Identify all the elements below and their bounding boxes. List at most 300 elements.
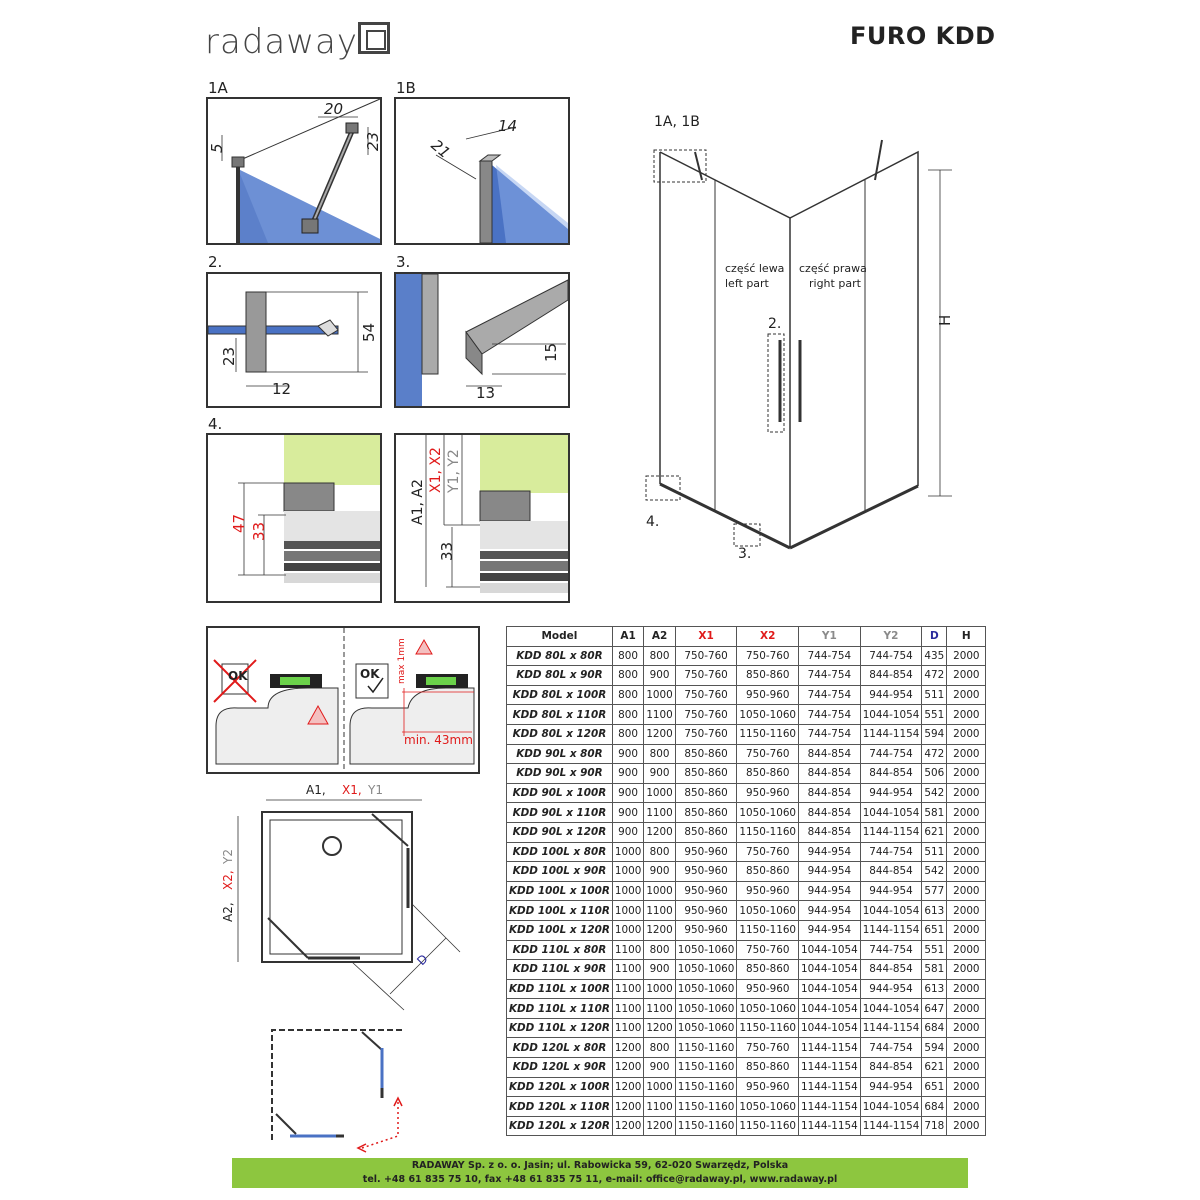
page-title: FURO KDD [850, 22, 996, 50]
table-cell: 1150-1160 [737, 1018, 799, 1038]
table-cell: 1044-1054 [799, 960, 861, 980]
footer-contact: tel. +48 61 835 75 10, fax +48 61 835 75 11, e-mail: office@radaway.pl, www.radaway.pl [362, 1174, 838, 1185]
table-cell: 750-760 [675, 724, 737, 744]
table-cell: 750-760 [737, 646, 799, 666]
min-43mm-label: min. 43mm [404, 733, 473, 747]
dim-3-13: 13 [476, 384, 496, 402]
table-cell: 744-754 [799, 724, 861, 744]
table-row [507, 803, 986, 823]
table-cell: 577 [922, 881, 947, 901]
table-cell: 2000 [947, 901, 986, 921]
table-cell: 2000 [947, 1018, 986, 1038]
table-cell: 1150-1160 [737, 1116, 799, 1136]
table-cell: 1150-1160 [675, 1097, 737, 1117]
table-cell: 1044-1054 [799, 940, 861, 960]
table-cell: 844-854 [860, 960, 922, 980]
table-cell: 1050-1060 [675, 940, 737, 960]
callout-3: 3. [738, 546, 752, 562]
table-cell: 750-760 [675, 685, 737, 705]
table-cell: 850-860 [737, 960, 799, 980]
table-cell: 613 [922, 901, 947, 921]
dim-2-12: 12 [272, 380, 292, 398]
detail-1b-panel [394, 97, 570, 245]
table-cell: 2000 [947, 940, 986, 960]
header-y2: Y2 [860, 627, 922, 647]
table-cell: 613 [922, 979, 947, 999]
table-cell: 1200 [644, 920, 675, 940]
table-cell: 800 [644, 1038, 675, 1058]
table-cell: 1044-1054 [860, 1097, 922, 1117]
table-cell: 944-954 [799, 920, 861, 940]
table-cell: 850-860 [737, 764, 799, 784]
callout-1a-1b: 1A, 1B [654, 114, 700, 130]
dim-1a-5: 5 [208, 143, 226, 153]
table-cell: 750-760 [675, 646, 737, 666]
table-row [507, 862, 986, 882]
company-footer [232, 1158, 968, 1188]
table-cell: 944-954 [860, 783, 922, 803]
table-cell: 1044-1054 [860, 705, 922, 725]
table-cell: 844-854 [860, 666, 922, 686]
table-cell: 744-754 [860, 940, 922, 960]
table-cell-model: KDD 120L x 80R [507, 1038, 613, 1058]
table-cell: 944-954 [860, 1077, 922, 1097]
brand-logo-text: radaway [205, 22, 358, 62]
table-cell: 744-754 [860, 1038, 922, 1058]
detail-1b-drawing [396, 99, 568, 243]
table-cell: 900 [644, 862, 675, 882]
table-cell: 581 [922, 960, 947, 980]
header-y1: Y1 [799, 627, 861, 647]
detail-4b-drawing [396, 435, 568, 601]
table-cell: 844-854 [860, 1058, 922, 1078]
dim-2-54: 54 [360, 322, 378, 342]
table-cell: 1144-1154 [799, 1077, 861, 1097]
table-cell: 850-860 [675, 822, 737, 842]
table-cell: 950-960 [675, 901, 737, 921]
table-cell: 900 [612, 764, 643, 784]
table-cell-model: KDD 90L x 120R [507, 822, 613, 842]
table-cell: 1000 [644, 979, 675, 999]
table-cell: 1200 [612, 1077, 643, 1097]
table-cell: 1000 [612, 842, 643, 862]
footer-address: RADAWAY Sp. z o. o. Jasin; ul. Rabowicka 59, 62-020 Swarzędz, Polska [411, 1160, 789, 1171]
table-cell: 2000 [947, 705, 986, 725]
table-cell: 1044-1054 [860, 803, 922, 823]
table-cell: 1000 [612, 920, 643, 940]
header-a2: A2 [644, 627, 675, 647]
height-label: H [936, 314, 954, 326]
table-cell: 900 [612, 783, 643, 803]
table-cell-model: KDD 110L x 100R [507, 979, 613, 999]
table-cell: 2000 [947, 979, 986, 999]
header-model: Model [507, 627, 613, 647]
table-cell: 744-754 [860, 744, 922, 764]
table-cell: 850-860 [675, 803, 737, 823]
table-cell: 1000 [644, 783, 675, 803]
table-cell: 1150-1160 [675, 1116, 737, 1136]
table-cell: 950-960 [737, 881, 799, 901]
leveling-drawing [208, 628, 478, 772]
table-cell: 621 [922, 1058, 947, 1078]
table-cell: 844-854 [860, 764, 922, 784]
dim-4b-a: A1, A2 [410, 479, 426, 525]
detail-1a-panel [206, 97, 382, 245]
table-cell: 542 [922, 783, 947, 803]
table-cell: 950-960 [737, 685, 799, 705]
table-cell: 1100 [644, 999, 675, 1019]
table-cell: 647 [922, 999, 947, 1019]
table-cell: 944-954 [799, 862, 861, 882]
table-cell: 850-860 [737, 1058, 799, 1078]
plan-top-x1: X1, [342, 783, 362, 797]
table-cell: 594 [922, 724, 947, 744]
table-row [507, 705, 986, 725]
ok-label-right: OK [360, 667, 380, 681]
table-cell: 1144-1154 [799, 1097, 861, 1117]
table-row [507, 666, 986, 686]
table-cell: 900 [612, 822, 643, 842]
left-part-en: left part [725, 277, 769, 290]
table-cell: 744-754 [799, 646, 861, 666]
table-cell: 800 [644, 842, 675, 862]
table-cell: 750-760 [675, 705, 737, 725]
table-cell: 950-960 [675, 842, 737, 862]
table-cell-model: KDD 100L x 120R [507, 920, 613, 940]
table-cell: 2000 [947, 920, 986, 940]
table-cell: 551 [922, 940, 947, 960]
dim-4-47: 47 [230, 513, 248, 533]
table-cell: 844-854 [799, 803, 861, 823]
table-cell: 800 [612, 646, 643, 666]
table-row [507, 724, 986, 744]
table-cell: 1100 [644, 1097, 675, 1117]
table-cell: 900 [644, 666, 675, 686]
table-cell: 1200 [644, 822, 675, 842]
table-cell: 1144-1154 [860, 920, 922, 940]
table-cell: 844-854 [799, 744, 861, 764]
table-cell: 950-960 [675, 862, 737, 882]
table-cell: 1044-1054 [860, 901, 922, 921]
table-cell: 900 [644, 764, 675, 784]
table-cell: 684 [922, 1018, 947, 1038]
table-cell: 684 [922, 1097, 947, 1117]
table-row [507, 1097, 986, 1117]
table-cell: 594 [922, 1038, 947, 1058]
table-row [507, 1018, 986, 1038]
table-row [507, 1058, 986, 1078]
table-cell: 900 [612, 744, 643, 764]
table-cell: 1144-1154 [860, 1116, 922, 1136]
table-cell: 1200 [612, 1038, 643, 1058]
table-cell: 2000 [947, 646, 986, 666]
table-cell-model: KDD 110L x 90R [507, 960, 613, 980]
table-cell: 944-954 [799, 901, 861, 921]
table-cell: 850-860 [675, 744, 737, 764]
dimensions-table [506, 626, 986, 1136]
detail-4-label: 4. [208, 415, 223, 433]
table-cell: 1050-1060 [737, 999, 799, 1019]
table-body [507, 646, 986, 1136]
table-cell: 844-854 [799, 783, 861, 803]
table-cell: 2000 [947, 822, 986, 842]
ok-label-left: OK [228, 669, 248, 683]
table-cell-model: KDD 110L x 80R [507, 940, 613, 960]
table-cell: 900 [644, 960, 675, 980]
table-cell: 1000 [612, 881, 643, 901]
table-cell: 1050-1060 [737, 705, 799, 725]
detail-1b-label: 1B [396, 79, 416, 97]
table-cell: 2000 [947, 960, 986, 980]
table-cell: 950-960 [737, 979, 799, 999]
header-a1: A1 [612, 627, 643, 647]
table-cell-model: KDD 110L x 110R [507, 999, 613, 1019]
header-x2: X2 [737, 627, 799, 647]
plan-side-a2: A2, [221, 902, 235, 922]
table-cell: 1200 [612, 1116, 643, 1136]
plan-side-x2: X2, [221, 870, 235, 890]
table-row [507, 999, 986, 1019]
table-row [507, 901, 986, 921]
plan-diagonal-d: D [414, 951, 431, 969]
table-cell: 800 [612, 685, 643, 705]
table-cell: 621 [922, 822, 947, 842]
table-cell: 651 [922, 920, 947, 940]
table-cell: 472 [922, 744, 947, 764]
table-cell: 1200 [612, 1097, 643, 1117]
table-cell: 850-860 [675, 764, 737, 784]
detail-1a-label: 1A [208, 79, 228, 97]
dim-4b-y: Y1, Y2 [446, 449, 462, 493]
table-row [507, 1116, 986, 1136]
table-cell: 1150-1160 [675, 1058, 737, 1078]
table-row [507, 685, 986, 705]
table-cell: 1144-1154 [799, 1038, 861, 1058]
table-cell: 1000 [644, 881, 675, 901]
table-cell: 551 [922, 705, 947, 725]
right-part-en: right part [809, 277, 861, 290]
table-cell: 1150-1160 [675, 1038, 737, 1058]
detail-3-drawing [396, 274, 568, 406]
table-cell: 718 [922, 1116, 947, 1136]
table-cell: 2000 [947, 764, 986, 784]
table-cell: 1100 [612, 979, 643, 999]
table-cell: 800 [644, 940, 675, 960]
table-cell: 2000 [947, 685, 986, 705]
table-cell: 944-954 [799, 842, 861, 862]
table-cell: 744-754 [860, 842, 922, 862]
plan-view-drawing [222, 782, 470, 1014]
table-cell: 2000 [947, 999, 986, 1019]
table-row [507, 1077, 986, 1097]
table-cell: 1044-1054 [799, 999, 861, 1019]
plan-view [222, 782, 470, 1014]
table-cell-model: KDD 90L x 90R [507, 764, 613, 784]
table-cell: 2000 [947, 1116, 986, 1136]
table-cell: 950-960 [675, 920, 737, 940]
detail-3-panel [394, 272, 570, 408]
table-cell: 2000 [947, 1077, 986, 1097]
detail-1a-drawing [208, 99, 380, 243]
table-cell: 2000 [947, 803, 986, 823]
table-cell: 800 [612, 724, 643, 744]
table-cell-model: KDD 80L x 110R [507, 705, 613, 725]
table-cell: 844-854 [799, 822, 861, 842]
table-row [507, 960, 986, 980]
table-cell: 1000 [612, 901, 643, 921]
table-cell-model: KDD 90L x 80R [507, 744, 613, 764]
table-cell: 2000 [947, 862, 986, 882]
table-cell: 800 [644, 646, 675, 666]
table-cell: 1144-1154 [860, 822, 922, 842]
table-cell: 2000 [947, 783, 986, 803]
brand-logo-icon [358, 22, 390, 54]
table-cell: 944-954 [860, 685, 922, 705]
header-x1: X1 [675, 627, 737, 647]
table-cell: 800 [644, 744, 675, 764]
table-row [507, 940, 986, 960]
table-cell-model: KDD 120L x 100R [507, 1077, 613, 1097]
table-cell: 1044-1054 [799, 1018, 861, 1038]
table-cell: 750-760 [737, 1038, 799, 1058]
table-cell: 1144-1154 [860, 1018, 922, 1038]
table-cell-model: KDD 80L x 120R [507, 724, 613, 744]
table-cell: 1150-1160 [737, 920, 799, 940]
table-cell-model: KDD 120L x 120R [507, 1116, 613, 1136]
table-row [507, 764, 986, 784]
table-row [507, 783, 986, 803]
table-cell: 944-954 [860, 979, 922, 999]
table-cell: 1150-1160 [675, 1077, 737, 1097]
table-cell: 2000 [947, 724, 986, 744]
table-cell: 1200 [644, 1018, 675, 1038]
table-cell: 511 [922, 685, 947, 705]
table-cell-model: KDD 100L x 110R [507, 901, 613, 921]
table-cell: 1100 [612, 940, 643, 960]
table-cell: 542 [922, 862, 947, 882]
table-cell: 1000 [644, 685, 675, 705]
table-cell-model: KDD 120L x 90R [507, 1058, 613, 1078]
dim-1a-23: 23 [364, 131, 382, 151]
table-cell: 1000 [644, 1077, 675, 1097]
table-cell: 950-960 [737, 783, 799, 803]
dim-4-33: 33 [250, 521, 268, 541]
table-cell-model: KDD 80L x 90R [507, 666, 613, 686]
detail-2-panel [206, 272, 382, 408]
leveling-panel [206, 626, 480, 774]
table-cell: 850-860 [737, 862, 799, 882]
table-cell: 1100 [644, 803, 675, 823]
table-cell-model: KDD 120L x 110R [507, 1097, 613, 1117]
plan-side-y2: Y2 [221, 849, 235, 864]
table-row [507, 1038, 986, 1058]
table-cell: 1050-1060 [737, 901, 799, 921]
detail-2-label: 2. [208, 253, 223, 271]
table-cell-model: KDD 100L x 80R [507, 842, 613, 862]
table-cell: 1200 [644, 1116, 675, 1136]
dim-2-23: 23 [220, 346, 238, 366]
table-cell-model: KDD 100L x 100R [507, 881, 613, 901]
table-cell: 511 [922, 842, 947, 862]
table-cell: 435 [922, 646, 947, 666]
table-cell: 750-760 [737, 940, 799, 960]
table-row [507, 744, 986, 764]
table-cell: 651 [922, 1077, 947, 1097]
dim-3-15: 15 [542, 342, 560, 362]
opening-view [262, 1022, 422, 1152]
table-row [507, 920, 986, 940]
dim-4b-33: 33 [438, 541, 456, 561]
table-row [507, 979, 986, 999]
table-cell: 1100 [644, 901, 675, 921]
table-cell: 950-960 [675, 881, 737, 901]
table-cell-model: KDD 90L x 110R [507, 803, 613, 823]
detail-4b-panel [394, 433, 570, 603]
table-cell: 1100 [612, 960, 643, 980]
table-cell: 1100 [612, 999, 643, 1019]
header-h: H [947, 627, 986, 647]
table-cell: 750-760 [675, 666, 737, 686]
table-cell: 1044-1054 [860, 999, 922, 1019]
table-cell: 581 [922, 803, 947, 823]
table-cell: 506 [922, 764, 947, 784]
table-cell: 800 [612, 705, 643, 725]
dim-1b-21: 21 [427, 135, 454, 163]
table-cell-model: KDD 80L x 100R [507, 685, 613, 705]
table-cell: 744-754 [799, 666, 861, 686]
table-cell: 1144-1154 [799, 1116, 861, 1136]
table-cell: 1150-1160 [737, 822, 799, 842]
detail-3-label: 3. [396, 253, 411, 271]
table-cell: 1050-1060 [675, 960, 737, 980]
table-cell: 900 [612, 803, 643, 823]
detail-4-drawing [208, 435, 380, 601]
callout-2: 2. [768, 316, 782, 332]
table-cell: 750-760 [737, 744, 799, 764]
table-cell: 1050-1060 [737, 803, 799, 823]
table-cell: 2000 [947, 842, 986, 862]
header-d: D [922, 627, 947, 647]
cabin-perspective-drawing [640, 100, 960, 570]
table-cell-model: KDD 90L x 100R [507, 783, 613, 803]
dim-1b-14: 14 [498, 117, 518, 135]
table-cell: 2000 [947, 666, 986, 686]
table-cell: 2000 [947, 744, 986, 764]
table-cell: 1000 [612, 862, 643, 882]
table-cell: 950-960 [737, 1077, 799, 1097]
max-1mm-label: max 1mm [397, 638, 407, 684]
dim-4b-x: X1, X2 [428, 447, 444, 493]
cabin-perspective [640, 100, 960, 570]
table-cell: 900 [644, 1058, 675, 1078]
table-cell: 1150-1160 [737, 724, 799, 744]
detail-4-panel [206, 433, 382, 603]
table-row [507, 842, 986, 862]
table-cell: 944-954 [860, 881, 922, 901]
table-cell: 1050-1060 [675, 999, 737, 1019]
table-cell: 1044-1054 [799, 979, 861, 999]
table-cell-model: KDD 110L x 120R [507, 1018, 613, 1038]
table-cell: 1200 [612, 1058, 643, 1078]
table-cell: 1050-1060 [675, 979, 737, 999]
table-row [507, 881, 986, 901]
table-cell: 472 [922, 666, 947, 686]
table-cell: 1100 [612, 1018, 643, 1038]
table-row [507, 822, 986, 842]
table-cell: 944-954 [799, 881, 861, 901]
table-cell: 2000 [947, 881, 986, 901]
table-cell: 1050-1060 [737, 1097, 799, 1117]
